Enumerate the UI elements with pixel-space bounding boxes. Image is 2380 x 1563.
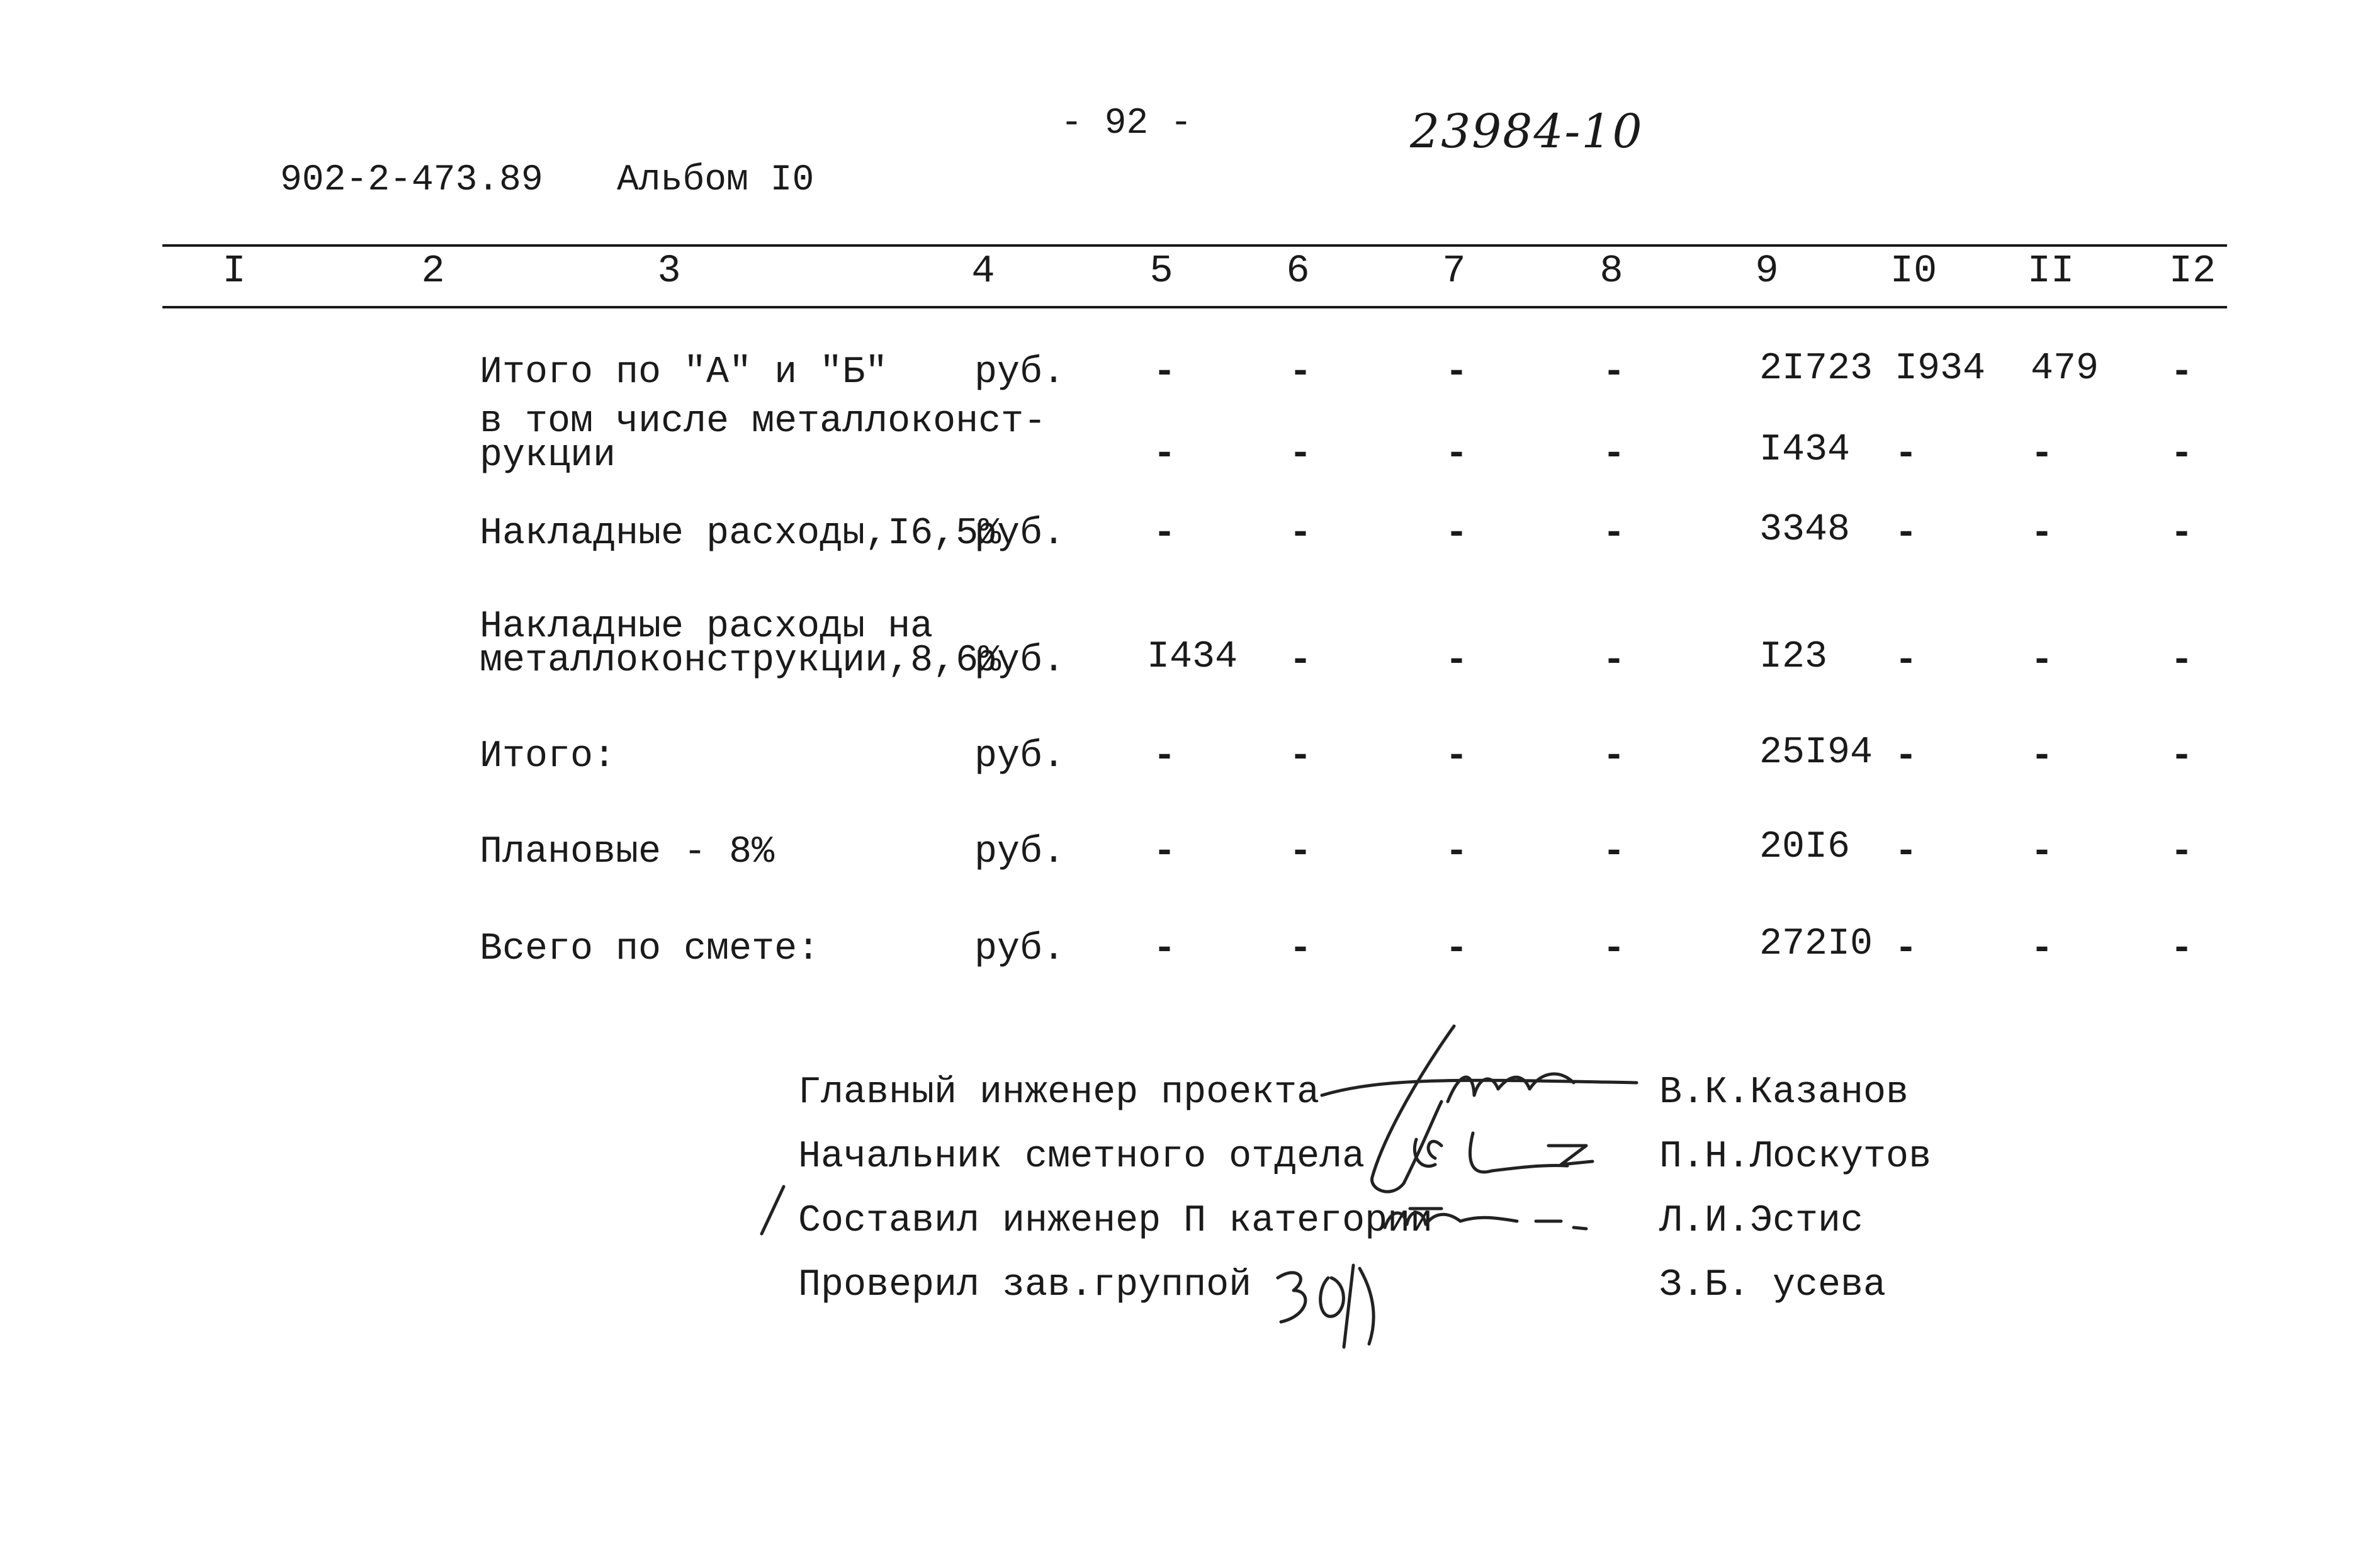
column-header: 8	[1599, 249, 1623, 293]
signature-role: Главный инженер проекта	[798, 1071, 1320, 1114]
cell-col7: -	[1445, 512, 1469, 555]
cell-col7: -	[1445, 735, 1469, 778]
signature-name: З.Б. усева	[1659, 1264, 1887, 1307]
cell-col6: -	[1289, 351, 1312, 394]
column-header: 3	[657, 249, 681, 293]
cell-col7: -	[1445, 351, 1469, 394]
cell-col12: -	[2170, 928, 2194, 971]
cell-col9: 25I94	[1759, 731, 1873, 774]
row-unit: руб.	[974, 735, 1066, 778]
column-header: 7	[1442, 249, 1466, 293]
cell-col5: -	[1153, 831, 1176, 874]
cell-col9: I23	[1759, 636, 1828, 679]
cell-col7: -	[1445, 640, 1469, 682]
column-header: 2	[421, 249, 445, 293]
row-unit: руб.	[974, 640, 1066, 682]
cell-col6: -	[1289, 735, 1312, 778]
cell-col6: -	[1289, 433, 1312, 476]
handwritten-signature-compiler	[755, 1183, 793, 1240]
signature-role: Проверил зав.группой	[798, 1264, 1252, 1307]
cell-col10: -	[1895, 735, 1918, 778]
row-label: Накладные расходы,I6,5%	[480, 512, 1001, 555]
cell-col5: -	[1153, 512, 1176, 555]
signature-role: Составил инженер П категории	[798, 1200, 1433, 1243]
cell-col12: -	[2170, 831, 2194, 874]
cell-col6: -	[1289, 831, 1312, 874]
row-label: Плановые - 8%	[480, 831, 775, 874]
cell-col5: -	[1153, 351, 1176, 394]
cell-col12: -	[2170, 512, 2194, 555]
row-label: Итого по "А" и "Б"	[480, 351, 888, 394]
cell-col12: -	[2170, 735, 2194, 778]
cell-col8: -	[1603, 640, 1626, 682]
row-unit: руб.	[974, 512, 1066, 555]
cell-col10: -	[1895, 640, 1918, 682]
row-label: Накладные расходы на	[480, 606, 933, 648]
cell-col9: 3348	[1759, 509, 1851, 551]
column-header: II	[2027, 249, 2075, 293]
row-unit: руб.	[974, 928, 1066, 971]
column-header: 4	[971, 249, 995, 293]
cell-col10: -	[1895, 512, 1918, 555]
cell-col7: -	[1445, 433, 1469, 476]
table-header-rule	[162, 306, 2227, 308]
cell-col5: -	[1153, 433, 1176, 476]
column-header: I0	[1890, 249, 1937, 293]
table-top-rule	[162, 244, 2227, 247]
document-code: 902-2-473.89	[280, 160, 543, 201]
cell-col8: -	[1603, 433, 1626, 476]
cell-col9: 2I723	[1759, 347, 1873, 390]
handwritten-signature-group-head	[1259, 1253, 1410, 1360]
cell-col12: -	[2170, 640, 2194, 682]
album-label: Альбом I0	[617, 160, 815, 201]
cell-col7: -	[1445, 928, 1469, 971]
row-unit: руб.	[974, 831, 1066, 874]
row-unit: руб.	[974, 351, 1066, 394]
cell-col9: 272I0	[1759, 923, 1873, 966]
cell-col9: 20I6	[1759, 826, 1851, 869]
cell-col12: -	[2170, 433, 2194, 476]
row-label: Итого:	[480, 735, 616, 778]
row-label-continued: металлоконструкции,8,6%	[480, 640, 1001, 682]
cell-col8: -	[1603, 831, 1626, 874]
handwritten-archive-code: 23984-10	[1410, 104, 1644, 159]
cell-col6: -	[1289, 512, 1312, 555]
column-header: I	[222, 249, 246, 293]
column-header: I2	[2169, 249, 2216, 293]
signature-name: Л.И.Эстис	[1659, 1200, 1864, 1243]
cell-col11: -	[2031, 433, 2054, 476]
cell-col8: -	[1603, 928, 1626, 971]
cell-col7: -	[1445, 831, 1469, 874]
cell-col5: I434	[1147, 636, 1238, 679]
cell-col11: -	[2031, 831, 2054, 874]
page-number: - 92 -	[1061, 103, 1192, 144]
row-label: в том числе металлоконст-	[480, 400, 1047, 443]
cell-col10: -	[1895, 433, 1918, 476]
cell-col8: -	[1603, 735, 1626, 778]
cell-col11: -	[2031, 928, 2054, 971]
cell-col11: -	[2031, 512, 2054, 555]
column-header: 9	[1755, 249, 1779, 293]
cell-col12: -	[2170, 351, 2194, 394]
signature-name: П.Н.Лоскутов	[1659, 1136, 1932, 1178]
cell-col6: -	[1289, 640, 1312, 682]
cell-col8: -	[1603, 351, 1626, 394]
handwritten-signature-engineer	[1372, 1196, 1599, 1246]
handwritten-signature-estimate-head	[1404, 1120, 1668, 1196]
cell-col8: -	[1603, 512, 1626, 555]
cell-col11: -	[2031, 640, 2054, 682]
cell-col9: I434	[1759, 429, 1851, 471]
cell-col10: -	[1895, 928, 1918, 971]
cell-col11: -	[2031, 735, 2054, 778]
signature-name: В.К.Казанов	[1659, 1071, 1909, 1114]
row-label-continued: рукции	[480, 434, 616, 477]
cell-col11: 479	[2031, 347, 2099, 390]
cell-col10: I934	[1895, 347, 1986, 390]
column-header: 6	[1286, 249, 1310, 293]
cell-col5: -	[1153, 928, 1176, 971]
column-header: 5	[1149, 249, 1173, 293]
cell-col10: -	[1895, 831, 1918, 874]
signature-role: Начальник сметного отдела	[798, 1136, 1365, 1178]
cell-col6: -	[1289, 928, 1312, 971]
cell-col5: -	[1153, 735, 1176, 778]
row-label: Всего по смете:	[480, 928, 820, 971]
